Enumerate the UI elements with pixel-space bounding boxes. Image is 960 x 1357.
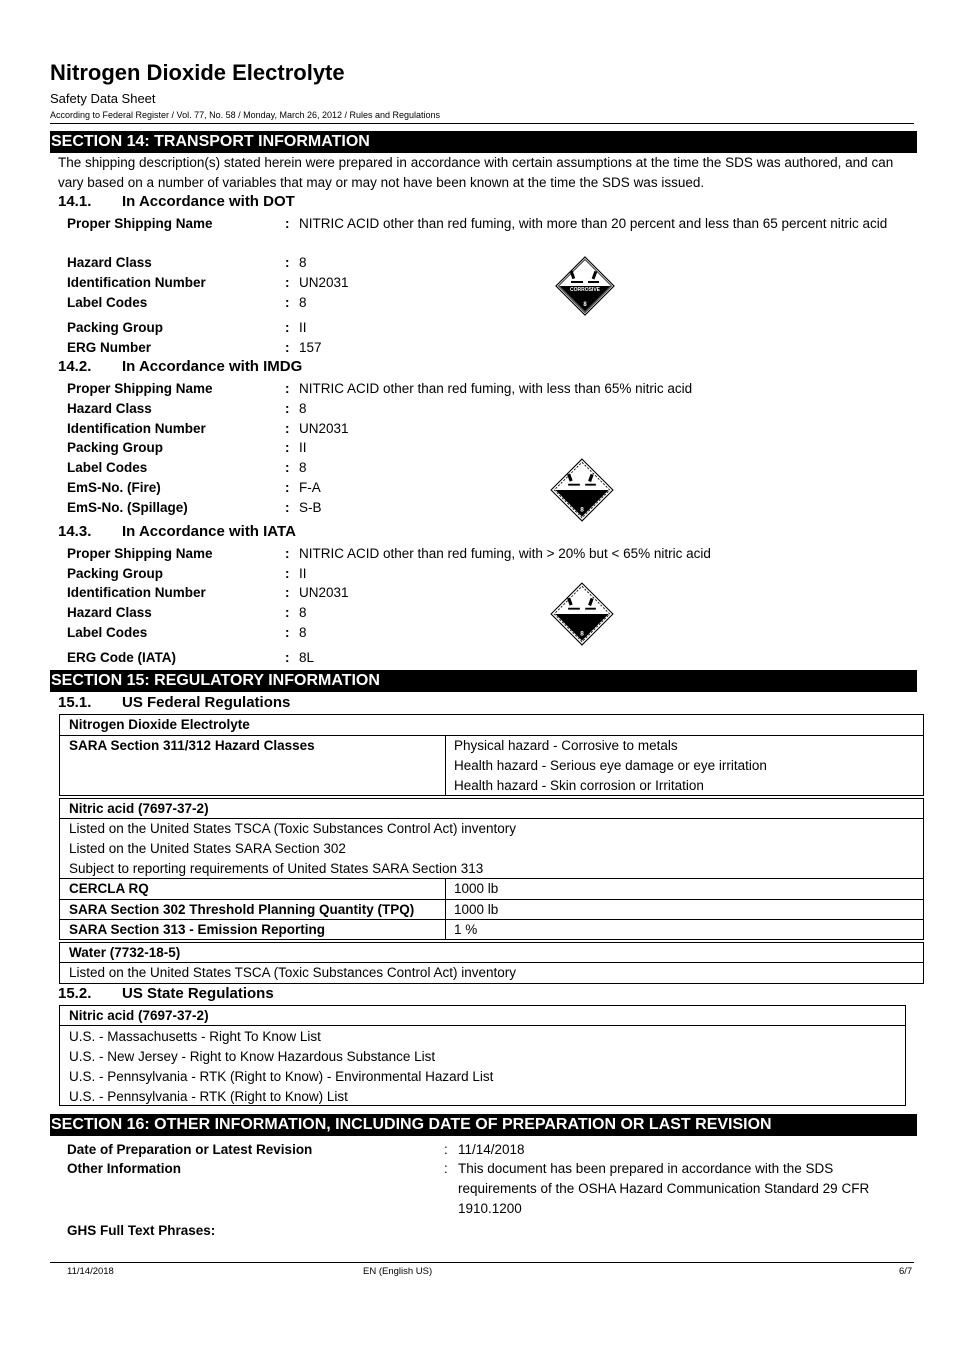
nitric-acid-listings [60,819,923,879]
row-label: EmS-No. (Fire) [67,480,161,495]
row-colon: : [285,440,290,455]
sara-313-label: SARA Section 313 - Emission Reporting [69,922,326,937]
sara-value: Health hazard - Skin corrosion or Irritation [454,778,704,793]
row-label: Packing Group [67,440,164,455]
footer-divider [50,1262,914,1263]
row-value: II [299,566,307,581]
state-heading: US State Regulations [122,985,274,1002]
sara-302-tpq-label: SARA Section 302 Threshold Planning Quantity (TPQ) [69,902,415,917]
footer-date: 11/14/2018 [67,1266,114,1277]
row-label: Hazard Class [67,605,152,620]
dot-row-proper-shipping-name [67,214,917,254]
row-colon: : [285,216,290,231]
footer-page-number: 6/7 [899,1266,913,1277]
row-label: EmS-No. (Spillage) [67,500,188,515]
row-colon: : [444,1142,448,1157]
dot-number: 14.1. [58,193,92,210]
footer-language: EN (English US) [363,1266,433,1277]
imdg-subheading [58,358,302,375]
row-colon: : [285,275,290,290]
table-divider [445,879,446,939]
sara-302-tpq-value: 1000 lb [454,902,499,917]
water-name: Water (7732-18-5) [60,943,923,963]
row-value: UN2031 [299,585,349,600]
imdg-row-identification-number [67,419,917,439]
state-subheading [58,985,274,1002]
row-colon: : [285,566,290,581]
iata-heading: In Accordance with IATA [122,523,296,540]
row-label: Identification Number [67,275,206,290]
row-label: Identification Number [67,585,206,600]
sara-311-label: SARA Section 311/312 Hazard Classes [69,738,315,753]
date-of-preparation-row [67,1140,917,1160]
corrosive-pictogram-icon [550,458,614,522]
row-colon: : [285,546,290,561]
row-colon: : [285,381,290,396]
row-colon: : [285,460,290,475]
federal-product-table [59,714,924,796]
state-listing-line: U.S. - Pennsylvania - RTK (Right to Know) - Environmental Hazard List [69,1069,494,1084]
state-number: 15.2. [58,985,92,1002]
dot-row-packing-group [67,318,917,338]
row-colon: : [285,421,290,436]
row-label: Proper Shipping Name [67,381,213,396]
dot-row-label-codes [67,293,917,313]
state-listing-line: U.S. - Pennsylvania - RTK (Right to Know) List [69,1089,348,1104]
row-label: Hazard Class [67,401,152,416]
sara-313-value: 1 % [454,922,478,937]
row-colon: : [285,255,290,270]
row-colon: : [285,650,290,665]
row-label: Label Codes [67,295,148,310]
row-label: ERG Code (IATA) [67,650,176,665]
imdg-row-packing-group [67,438,917,458]
corrosive-pictogram-icon [550,582,614,646]
document-title: Nitrogen Dioxide Electrolyte [50,60,345,85]
iata-row-packing-group [67,564,917,584]
dot-row-identification-number [67,273,917,293]
corrosive-pictogram-icon [555,256,615,316]
row-colon: : [285,585,290,600]
row-label: Proper Shipping Name [67,216,213,231]
row-value: 8 [299,295,307,310]
listing-line: Listed on the United States TSCA (Toxic Substances Control Act) inventory [69,821,516,836]
imdg-row-proper-shipping-name [67,379,917,399]
iata-row-erg-code [67,648,917,668]
nitric-acid-name: Nitric acid (7697-37-2) [60,799,923,819]
ghs-phrases-row [67,1221,917,1241]
row-value: 8 [299,255,307,270]
row-value: 8 [299,625,307,640]
listing-line: Listed on the United States SARA Section 302 [69,841,346,856]
row-value: NITRIC ACID other than red fuming, with more than 20 percent and less than 65 percent nitric acid [299,216,888,231]
row-value: 8 [299,460,307,475]
other-info-label: Other Information [67,1161,181,1176]
row-colon: : [285,605,290,620]
row-value: NITRIC ACID other than red fuming, with > 20% but < 65% nitric acid [299,546,711,561]
date-value: 11/14/2018 [458,1142,525,1157]
cercla-rq-label: CERCLA RQ [69,881,149,896]
row-value: II [299,440,307,455]
imdg-row-hazard-class [67,399,917,419]
imdg-row-label-codes [67,458,917,478]
dot-row-erg-number [67,338,917,358]
row-label: Label Codes [67,625,148,640]
row-label: Hazard Class [67,255,152,270]
cercla-rq-value: 1000 lb [454,881,499,896]
row-label: ERG Number [67,340,152,355]
dot-row-hazard-class [67,253,917,273]
row-colon: : [285,340,290,355]
federal-nitric-acid-table [59,798,924,940]
federal-water-table [59,942,924,984]
federal-number: 15.1. [58,694,92,711]
row-colon: : [285,625,290,640]
row-colon: : [444,1161,448,1176]
state-listing-line: U.S. - Massachusetts - Right To Know List [69,1029,321,1044]
row-value: II [299,320,307,335]
sara-value: Health hazard - Serious eye damage or eye irritation [454,758,767,773]
row-colon: : [285,295,290,310]
pictogram-class-number: 8 [583,302,587,308]
row-value: 8L [299,650,315,665]
row-value: 157 [299,340,322,355]
document-subtitle: Safety Data Sheet [50,91,156,106]
row-value: 8 [299,605,307,620]
row-label: Identification Number [67,421,206,436]
product-name: Nitrogen Dioxide Electrolyte [60,715,923,736]
section-14-intro: The shipping description(s) stated herein were prepared in accordance with certain assumptions at the time the SDS was authored, and can vary based on a number of variables that may or may not have been known at the time the SDS was issued. [58,155,894,190]
iata-row-proper-shipping-name [67,544,917,564]
row-colon: : [285,401,290,416]
row-colon: : [285,320,290,335]
row-colon: : [285,500,290,515]
section-16-header: SECTION 16: OTHER INFORMATION, INCLUDING DATE OF PREPARATION OR LAST REVISION [50,1114,917,1136]
section-14-header: SECTION 14: TRANSPORT INFORMATION [50,131,917,153]
row-value: S-B [299,500,322,515]
row-value: F-A [299,480,321,495]
listing-line: Subject to reporting requirements of United States SARA Section 313 [69,861,484,876]
iata-subheading [58,523,296,540]
dot-subheading [58,193,295,210]
row-colon: : [285,480,290,495]
row-value: UN2031 [299,421,349,436]
water-listing: Listed on the United States TSCA (Toxic Substances Control Act) inventory [69,965,516,980]
federal-heading: US Federal Regulations [122,694,291,711]
iata-row-label-codes [67,623,917,643]
dot-heading: In Accordance with DOT [122,193,295,210]
row-label: Packing Group [67,320,164,335]
other-info-value: This document has been prepared in accordance with the SDS requirements of the OSHA Hazard Communication Standard 29 CFR 1910.1200 [458,1161,870,1216]
other-information-row [67,1159,917,1219]
state-listing-line: U.S. - New Jersey - Right to Know Hazardous Substance List [69,1049,436,1064]
imdg-row-ems-fire [67,478,917,498]
sara-value: Physical hazard - Corrosive to metals [454,738,678,753]
pictogram-class-number: 8 [580,506,584,514]
row-label: Proper Shipping Name [67,546,213,561]
state-listings [60,1027,905,1107]
row-label: Packing Group [67,566,164,581]
iata-row-identification-number [67,583,917,603]
imdg-number: 14.2. [58,358,92,375]
imdg-row-ems-spillage [67,498,917,518]
ghs-label: GHS Full Text Phrases: [67,1223,216,1238]
row-value: 8 [299,401,307,416]
federal-subheading [58,694,290,711]
state-nitric-acid-name: Nitric acid (7697-37-2) [60,1006,905,1026]
imdg-heading: In Accordance with IMDG [122,358,303,375]
header-divider [50,123,914,124]
pictogram-class-number: 8 [580,630,584,638]
section-15-header: SECTION 15: REGULATORY INFORMATION [50,670,917,692]
row-value: NITRIC ACID other than red fuming, with less than 65% nitric acid [299,381,693,396]
iata-number: 14.3. [58,523,92,540]
state-regulations-table [59,1005,906,1106]
iata-row-hazard-class [67,603,917,623]
regulation-reference: According to Federal Register / Vol. 77, No. 58 / Monday, March 26, 2012 / Rules and Regulations [50,110,441,120]
row-label: Label Codes [67,460,148,475]
pictogram-label: CORROSIVE [569,287,601,293]
row-value: UN2031 [299,275,349,290]
date-label: Date of Preparation or Latest Revision [67,1142,313,1157]
sara-311-values [445,736,923,796]
